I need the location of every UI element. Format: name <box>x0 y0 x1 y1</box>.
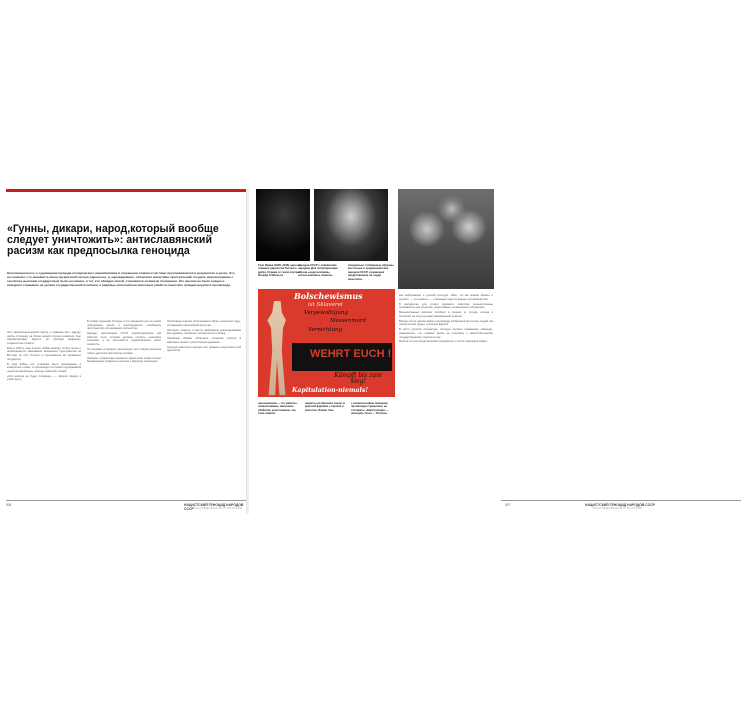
poster-caption: с началом войны немецкая пропаганда стремилась не отставать: «Капитуляция — никогда!» Союз — Россия» <box>351 402 389 416</box>
historical-photo-portrait <box>314 189 388 261</box>
paragraph: Пропаганда широко использовала образ «азиатских орд», угрожающих европейской культуре. <box>167 320 241 327</box>
skeleton-figure <box>262 301 292 397</box>
article-headline: «Гунны, дикари, народ,который вообще следует уничтожить»: антиславянский расизм как предпосылка геноцида <box>7 223 219 257</box>
page-footer <box>501 500 741 511</box>
poster-text: Kämpft bis zum Sieg! <box>334 372 382 385</box>
paragraph: Геноцид советского народа стал прямым следствием этой идеологии. <box>167 345 241 353</box>
photo-caption: народов СССР к славянским народам, Для популяризации образа «недочеловека» использовались плакаты <box>298 264 338 278</box>
paragraph: Листовки, плакаты и газеты изображали красноармейцев как чудовищ, лишённых человеческого облика. <box>167 328 241 336</box>
book-spread <box>0 189 655 514</box>
paragraph: Этот мировоззренческий подход к славянам как к народу, якобы стоящему на более низкой ступени развития, был сформулирован задолго до прихода национал-социалистов к власти. <box>7 331 81 345</box>
photo-caption: специально отобранные образцы восточных и среднеазиатских народов СССР, создающие представление об «орде монголов» <box>348 264 394 281</box>
running-head: НАЦИСТСКИЙ ГЕНОЦИД НАРОДОВ СССР <box>585 502 655 507</box>
text-column-2 <box>87 320 161 365</box>
page-footer <box>6 500 246 511</box>
propaganda-poster <box>258 289 395 397</box>
running-subhead: РАССЛЕДОВАНИЯ И ИСТОРИЯ <box>193 506 243 510</box>
running-subhead: РАССЛЕДОВАНИЯ И ИСТОРИЯ <box>593 506 643 510</box>
poster-caption: нацисты изобразили скелет в красной фуражке с серпом и молотом. Плакат был <box>305 402 345 412</box>
accent-bar <box>6 189 246 192</box>
poster-text: ist Sklaverei <box>308 302 343 308</box>
page-number: 506 <box>6 503 12 507</box>
right-page <box>249 189 655 514</box>
poster-text: Bolschewismus <box>294 291 363 301</box>
photo-caption: Ганс Франк (1900–1946) один из главных идеологов Третьего рейха. Справа от героя портрет Йозефа Геббельса <box>258 264 301 278</box>
article-lead: Неполноценность и чудовищная природа гитлеровского каннибализма в отношении славян отчётливо прослеживаются в документах и речах. Это не означает, что ненависть была органичной частью идеологии, и, одновременно, объясняет масштабы преступлений. Создать мировоззрение с тем белее высоким государством было несложно, а тот, кто обладал силой, становился хозяином положения. Это мнение не было новым и находило отражение на уровне государственной политики, а рядовые исполнители массовых убийств советских граждан верили в пропаганду. <box>7 271 235 288</box>
paragraph: Приказы и директивы вермахта закрепляли право солдат безнаказанно применять насилие к мирному населению. <box>87 356 161 364</box>
text-column-3 <box>167 320 241 354</box>
text-column-right <box>399 294 493 345</box>
poster-text: Vergewaltigung <box>304 310 348 316</box>
paragraph: В словах Адольфа Гитлера и его окружения раз за разом повторялась мысль о необходимости освободить пространство для немецких колонистов. <box>87 320 161 331</box>
paragraph: Ещё в 1920-е годы в книге «Майн кампф» Гитлер писал о необходимости завоевания жизненного пространства на Востоке за счёт России и подчинённых ей окраинных государств. <box>7 346 81 361</box>
historical-photo-prisoners <box>398 189 494 289</box>
paragraph: Военнопленные массово погибали в лагерях от голода, холода и болезней, не получая даже минимальной помощи. <box>399 311 493 318</box>
paragraph: Подобные образы облегчали солдатам участие в массовых казнях и уничтожении деревень. <box>167 337 241 344</box>
paragraph: В чисто русской литературе, которую изучали германские офицеры, указывалось, что славяне якобы не способны к самостоятельному государственному строительству. <box>399 328 493 339</box>
paragraph: По оценкам историков, реализация этих планов означала гибель десятков миллионов человек. <box>87 347 161 355</box>
paragraph: Многие из этих представлений сохранялись и после окончания войны. <box>399 340 488 344</box>
poster-caption: «Большевизм — это рабство, изнасилование, массовые убийства, уничтожение». На этом плакате <box>258 402 298 416</box>
paragraph: В документах для солдат вермахта советские военнопленные описывались как существа, недостойные человеческого обращения. <box>399 302 493 310</box>
paragraph: В ходе войны эти установки были превращены в конкретные планы, а пропаганда постоянно подчёркивала «недочеловеческую» природу советских людей. <box>7 362 81 373</box>
paragraph: Вскоре после начала войны пропаганда изобразила восточных людей как «монгольские орды», грозящие Европе. <box>399 319 493 327</box>
poster-text: Vernichtung <box>308 327 343 333</box>
running-head: НАЦИСТСКИЙ ГЕНОЦИД НАРОДОВ СССР <box>184 502 244 511</box>
historical-photo-hitler <box>256 189 310 261</box>
page-number: 507 <box>505 503 511 507</box>
left-page <box>0 189 247 514</box>
poster-text: Massenmord <box>330 318 367 324</box>
poster-slogan: WEHRT EUCH ! <box>310 348 392 360</box>
paragraph: Народы, населяющие СССР, рассматривались как рабочая сила, которая должна служить немецким хозяевам, а её численность предполагалось резко сократить. <box>87 332 161 346</box>
paragraph: «Это никогда не будет потеряно», — говорил фюрер в узком кругу. <box>7 374 81 382</box>
poster-text: Kapitulation-niemals! <box>292 387 369 394</box>
text-column-1 <box>7 331 81 383</box>
paragraph: как информацию о русской культуре. «Всё, что мы можем сказать о русских, — это азиаты», — утверждал один из видных пропагандистов. <box>399 294 493 301</box>
